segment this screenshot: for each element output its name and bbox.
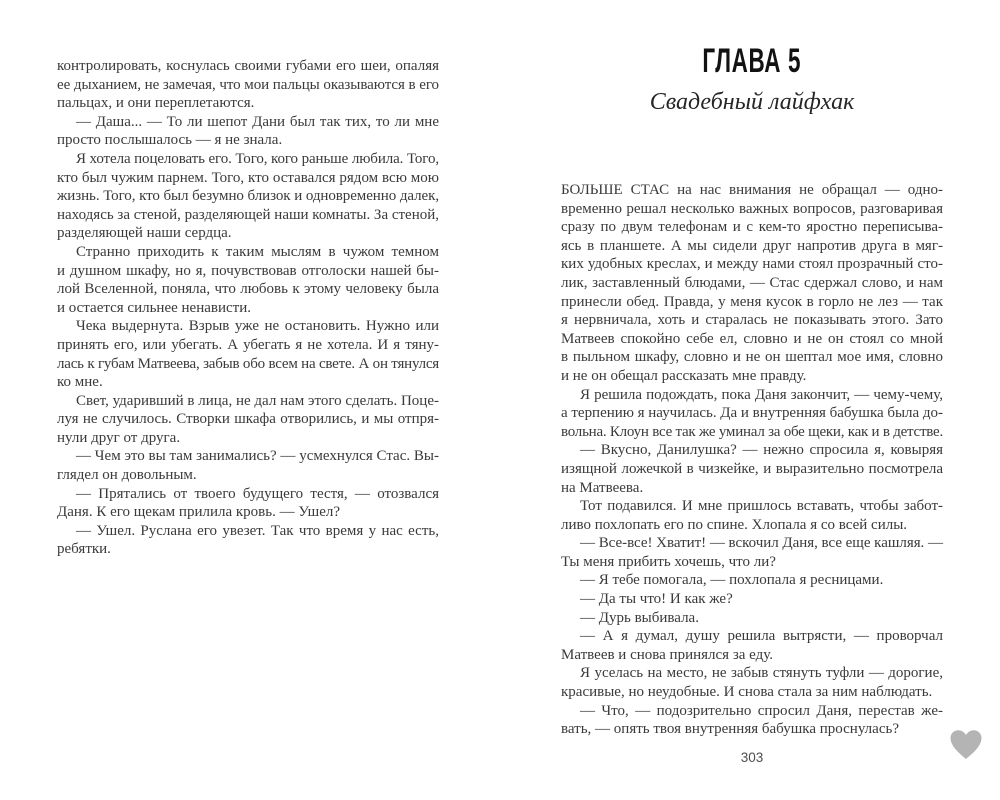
text-line: — Я тебе помогала, — похлопала я ресницами. [580, 572, 884, 589]
text-line: временно решал несколько важных вопросов, разговаривая [561, 200, 943, 217]
text-line: — А я думал, душу решила вытрясти, — проворчал [580, 628, 943, 645]
text-line: пальцах, и они переплетаются. [57, 95, 255, 112]
chapter-heading [561, 44, 943, 116]
text-line: — Ушел. Руслана его увезет. Так что время у нас есть, [76, 522, 439, 539]
text-line: ребятки. [57, 541, 111, 558]
text-line: Я уселась на место, не забыв стянуть туфли — дорогие, [580, 665, 943, 682]
text-line: — Что, — подозрительно спросил Даня, перестав же- [580, 702, 943, 719]
text-line: Чека выдернута. Взрыв уже не остановить. Нужно или [76, 318, 439, 335]
text-line: сразу по двум телефонам и с кем-то яростно переписыва- [561, 219, 944, 236]
text-line: Свет, ударивший в лица, не дал нам этого сделать. Поце- [76, 392, 439, 409]
heart-shape [951, 730, 982, 759]
text-line: а терпению я научилась. Да и внутренняя бабушка была до- [561, 405, 943, 422]
text-line: вольна. Клоун все так же уминал за обе щеки, как и в детстве. [561, 423, 943, 440]
favorite-heart-icon[interactable] [949, 729, 983, 761]
text-line: ких удобных креслах, и между нами стоял прозрачный сто- [561, 256, 943, 273]
text-line: — Дурь выбивала. [580, 609, 699, 626]
text-line: Тот подавился. И мне пришлось вставать, чтобы забот- [580, 498, 943, 515]
text-line: жизнь. Того, кто был безумно близок и одновременно далек, [57, 188, 439, 205]
text-line: разделяющей наши сердца. [57, 225, 232, 242]
text-line: красивые, но неудобные. И снова стала за ним наблюдать. [561, 684, 933, 701]
text-line: и остается сильнее ненависти. [57, 299, 251, 316]
text-line: просто послышалось — я не знала. [57, 132, 283, 149]
text-line: Странно приходить к таким мыслям в чужом темном [76, 243, 439, 260]
text-line: БОЛЬШЕ СТАС на нас внимания не обращал — одно- [561, 182, 943, 198]
text-line: на Матвеева. [561, 479, 644, 496]
chapter-number-text: ГЛАВА 5 [702, 42, 802, 80]
chapter-title: Свадебный лайфхак [649, 89, 855, 115]
text-line: ко мне. [57, 374, 103, 391]
text-line: ясь в планшете. А мы сидели друг напротив друга в мяг- [561, 237, 943, 254]
text-line: лась к губам Матвеева, забыв обо всем на свете. А он тянулся [57, 355, 439, 372]
text-line: — Чем это вы там занимались? — усмехнулся Стас. Вы- [76, 448, 439, 465]
text-line: контролировать, коснулась своими губами его шеи, опаляя [57, 58, 439, 74]
text-line: лик, заставленный блюдами, — Стас сдержал слово, и нам [561, 274, 943, 291]
text-line: кто был чужим парнем. Того, кто оставался рядом всю мою [57, 169, 439, 186]
text-line: Я решила подождать, пока Даня закончит, — чему-чему, [580, 386, 943, 403]
text-line: — Да ты что! И как же? [580, 591, 733, 608]
text-line: глядел он довольным. [57, 467, 197, 484]
text-line: и душном шкафу, но я, почувствовав отголоски нашей бы- [57, 262, 439, 279]
text-line: изящной ложечкой в чизкейке, и выразительно посмотрела [561, 460, 943, 477]
text-line: принесли обед. Правда, у меня кусок в горло не лез — так [561, 293, 943, 310]
text-line: Я хотела поцеловать его. Того, кого раньше любила. Того, [76, 150, 440, 167]
text-line: вать, — опять твоя внутренняя бабушка проснулась? [561, 721, 899, 738]
text-line: нули друг от друга. [57, 429, 181, 446]
text-line: — Даша... — То ли шепот Дани был так тих, то ли мне [76, 113, 439, 130]
text-line: Даня. К его щекам прилила кровь. — Ушел? [57, 504, 341, 521]
text-line: принять его, или убегать. А убегать я не хотела. И я тяну- [57, 336, 439, 353]
text-line: — Прятались от твоего будущего тестя, — отозвался [76, 485, 439, 502]
text-line: лой Вселенной, поняла, что любовь к этому человеку была [57, 281, 439, 298]
text-line: ливо похлопать его по спине. Хлопала я со всей силы. [561, 516, 908, 533]
text-line: в пыльном шкафу, словно и не он шептал мое имя, словно [561, 349, 943, 366]
text-line: — Вкусно, Данилушка? — нежно спросила я, ковыряя [580, 442, 944, 459]
text-line: ее дыханием, не замечая, что мои пальцы оказываются в его [57, 76, 439, 93]
text-line: я нервничала, хоть и старалась не показывать этого. Зато [561, 312, 943, 329]
chapter-number [561, 44, 943, 78]
text-line: Ты меня прибить хочешь, что ли? [561, 553, 776, 570]
text-line: Матвеев и снова принялся за еду. [561, 646, 774, 663]
text-line: Матвеев спокойно себе ел, словно и не он стоял со мной [561, 330, 943, 347]
text-line: луя не случилось. Створки шкафа отворились, и мы отпря- [57, 411, 439, 428]
page-number: 303 [740, 750, 764, 765]
text-line: и не он обещал рассказать мне правду. [561, 367, 807, 384]
right-page-text [561, 181, 943, 739]
left-page-text [57, 57, 439, 559]
text-line: — Все-все! Хватит! — вскочил Даня, все еще кашляя. — [580, 535, 943, 552]
text-line: находясь за стеной, разделяющей наши комнаты. За стеной, [57, 206, 440, 223]
